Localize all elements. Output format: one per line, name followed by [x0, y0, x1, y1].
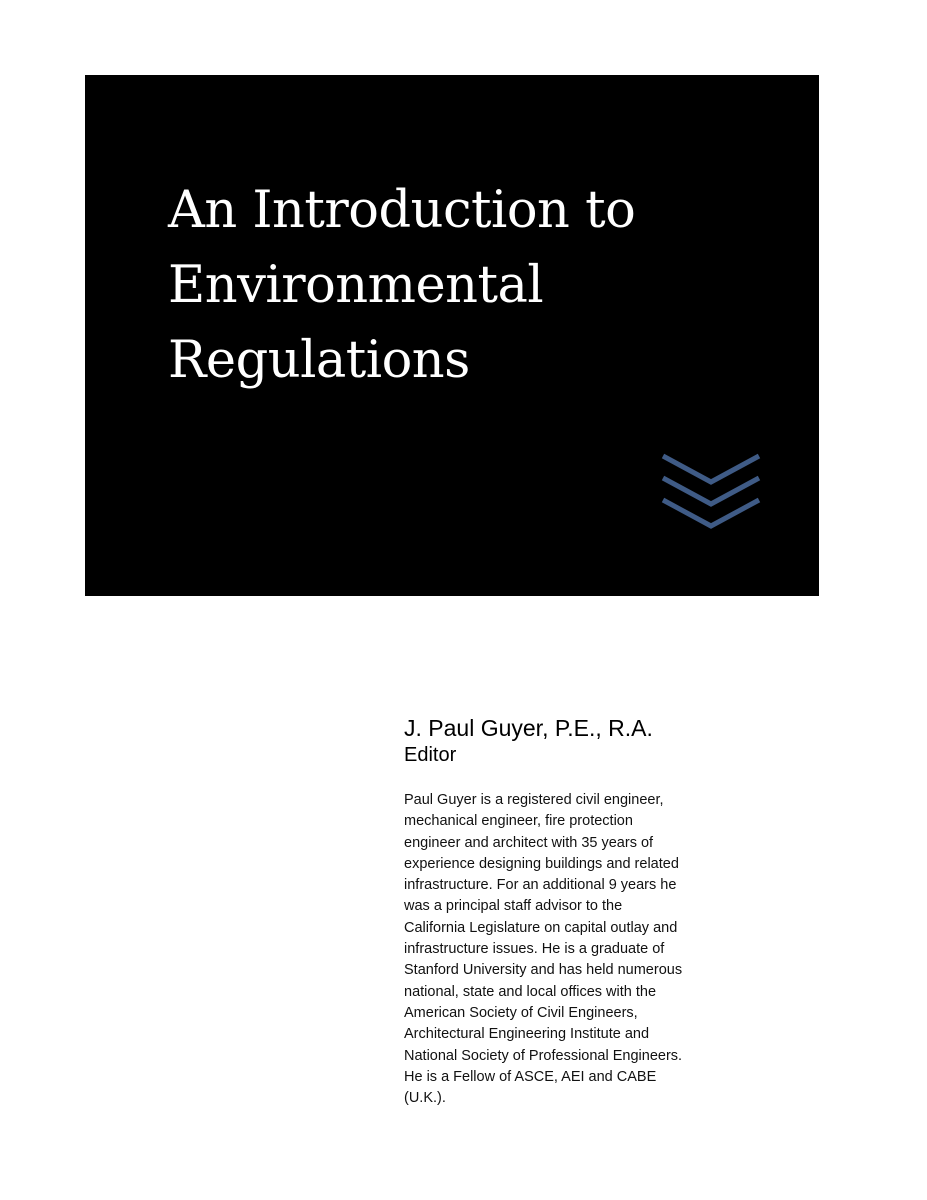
cover-panel: [85, 75, 819, 596]
bio-line: infrastructure issues. He is a graduate of: [404, 941, 665, 958]
bio-line: California Legislature on capital outlay and: [404, 919, 678, 936]
title-line: Regulations: [168, 331, 470, 390]
bio-line: (U.K.).: [404, 1090, 446, 1107]
author-role: Editor: [404, 744, 457, 766]
bio-line: was a principal staff advisor to the: [404, 898, 623, 915]
bio-line: infrastructure. For an additional 9 years he: [404, 877, 677, 894]
author-name: J. Paul Guyer, P.E., R.A.: [404, 715, 653, 741]
bio-line: Stanford University and has held numerous: [404, 962, 683, 979]
title-line: Environmental: [168, 256, 544, 315]
triple-chevron-down-icon: [661, 453, 761, 533]
bio-line: national, state and local offices with the: [404, 983, 657, 1000]
bio-line: American Society of Civil Engineers,: [404, 1004, 638, 1021]
bio-line: He is a Fellow of ASCE, AEI and CABE: [404, 1068, 657, 1085]
bio-line: engineer and architect with 35 years of: [404, 834, 654, 851]
author-bio: [404, 790, 769, 1109]
author-block: [404, 714, 784, 768]
title-line: An Introduction to: [168, 181, 636, 240]
bio-line: mechanical engineer, fire protection: [404, 813, 633, 830]
book-title: [168, 173, 788, 398]
bio-line: experience designing buildings and related: [404, 855, 679, 872]
bio-line: Paul Guyer is a registered civil engineer,: [404, 792, 664, 808]
bio-line: Architectural Engineering Institute and: [404, 1026, 650, 1043]
bio-line: National Society of Professional Engineers.: [404, 1047, 683, 1064]
